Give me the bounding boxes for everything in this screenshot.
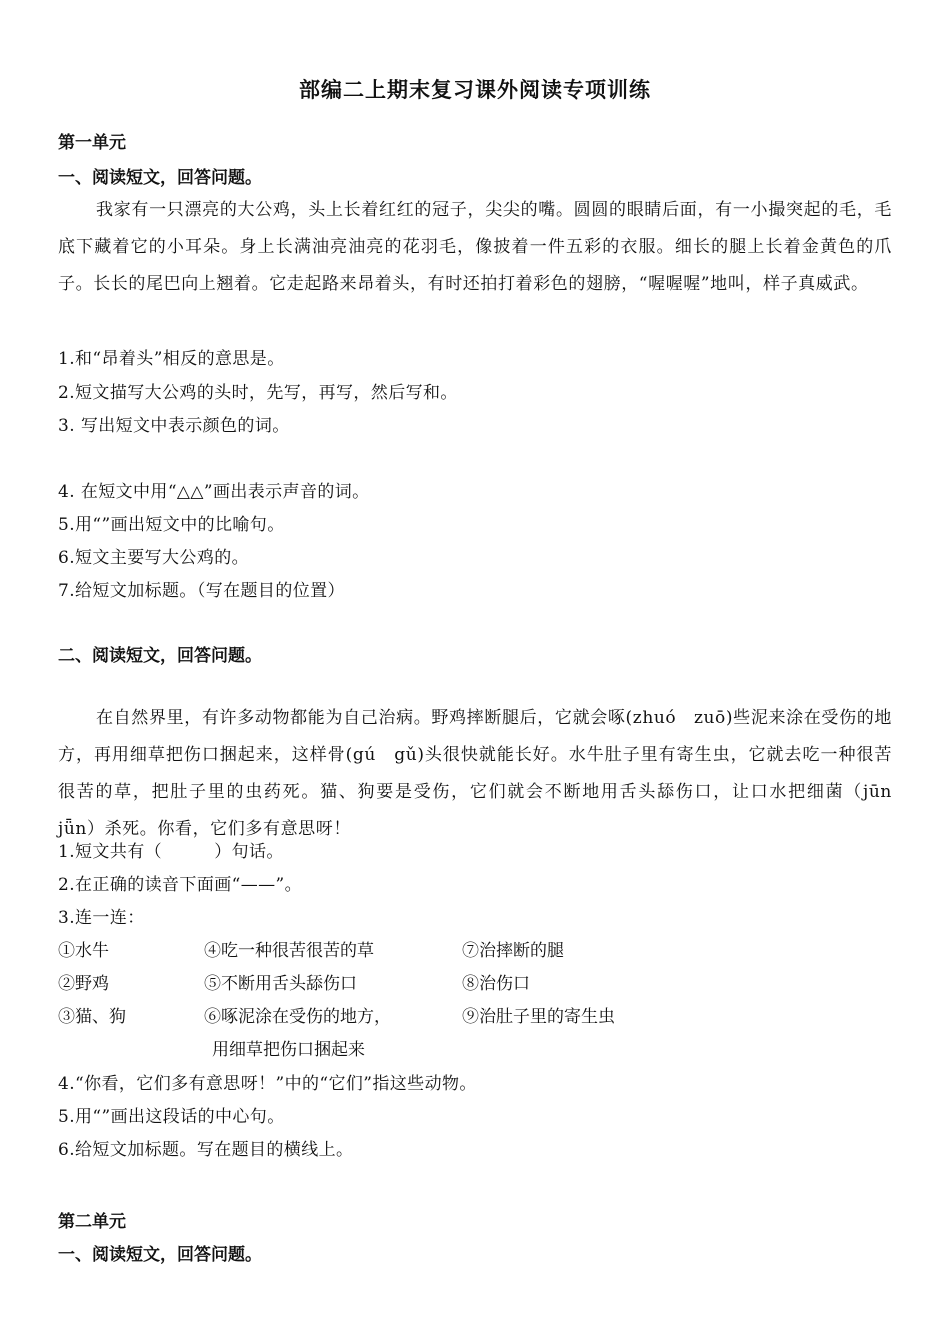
rooster-passage: 我家有一只漂亮的大公鸡，头上长着红红的冠子，尖尖的嘴。圆圆的眼睛后面，有一小撮突起的毛，毛底下藏着它的小耳朵。身上长满油亮油亮的花羽毛，像披着一件五彩的衣服。细长的腿上长着金黄色的爪子。长长的尾巴向上翘着。它走起路来昂着头，有时还拍打着彩色的翅膀，“喔喔喔”地叫，样子真威武。 xyxy=(58,200,892,294)
question-1-2: 2.短文描写大公鸡的头时，先写，再写，然后写和。 xyxy=(58,383,458,403)
question-2-2: 2.在正确的读音下面画“——”。 xyxy=(58,875,303,895)
animals-passage: 在自然界里，有许多动物都能为自己治病。野鸡摔断腿后，它就会啄(zhuó zuō)些泥来涂在受伤的地方，再用细草把伤口捆起来，这样骨(gú gǔ)头很快就能长好。水牛肚子里有寄生虫，它就去吃一种很苦很苦的草，把肚子里的虫药死。猫、狗要是受伤，它们就会不断地用舌头舔伤口，让口水把细菌（jūn jǖn）杀死。你看，它们多有意思呀！ xyxy=(58,708,910,839)
unit1-heading: 第一单元 xyxy=(58,133,126,153)
match-right-9: ⑨治肚子里的寄生虫 xyxy=(462,1007,615,1027)
unit1-section2-heading: 二、阅读短文，回答问题。 xyxy=(58,646,262,666)
question-1-5: 5.用“”画出短文中的比喻句。 xyxy=(58,515,285,535)
question-2-4: 4.“你看，它们多有意思呀！”中的“它们”指这些动物。 xyxy=(58,1074,477,1094)
unit2-section1-heading: 一、阅读短文，回答问题。 xyxy=(58,1245,262,1265)
match-left-3: ③猫、狗 xyxy=(58,1007,126,1027)
match-right-8: ⑧治伤口 xyxy=(462,974,530,994)
match-left-2: ②野鸡 xyxy=(58,974,109,994)
unit2-heading: 第二单元 xyxy=(58,1212,126,1232)
question-2-3: 3.连一连： xyxy=(58,908,145,928)
question-2-5: 5.用“”画出这段话的中心句。 xyxy=(58,1107,285,1127)
question-1-7: 7.给短文加标题。（写在题目的位置） xyxy=(58,581,345,601)
unit1-section1-heading: 一、阅读短文，回答问题。 xyxy=(58,168,262,188)
question-1-4: 4. 在短文中用“△△”画出表示声音的词。 xyxy=(58,482,370,502)
match-middle-5: ⑤不断用舌头舔伤口 xyxy=(204,974,357,994)
question-1-3: 3. 写出短文中表示颜色的词。 xyxy=(58,416,290,436)
match-middle-6-cont: 用细草把伤口捆起来 xyxy=(212,1040,365,1060)
question-2-6: 6.给短文加标题。写在题目的横线上。 xyxy=(58,1140,354,1160)
question-2-1: 1.短文共有（ ）句话。 xyxy=(58,842,284,862)
question-1-1: 1.和“昂着头”相反的意思是。 xyxy=(58,349,285,369)
match-middle-6: ⑥啄泥涂在受伤的地方， xyxy=(204,1007,391,1027)
match-middle-4: ④吃一种很苦很苦的草 xyxy=(204,941,374,961)
question-1-6: 6.短文主要写大公鸡的。 xyxy=(58,548,250,568)
document-title: 部编二上期末复习课外阅读专项训练 xyxy=(299,77,651,102)
match-right-7: ⑦治摔断的腿 xyxy=(462,941,564,961)
match-left-1: ①水牛 xyxy=(58,941,109,961)
